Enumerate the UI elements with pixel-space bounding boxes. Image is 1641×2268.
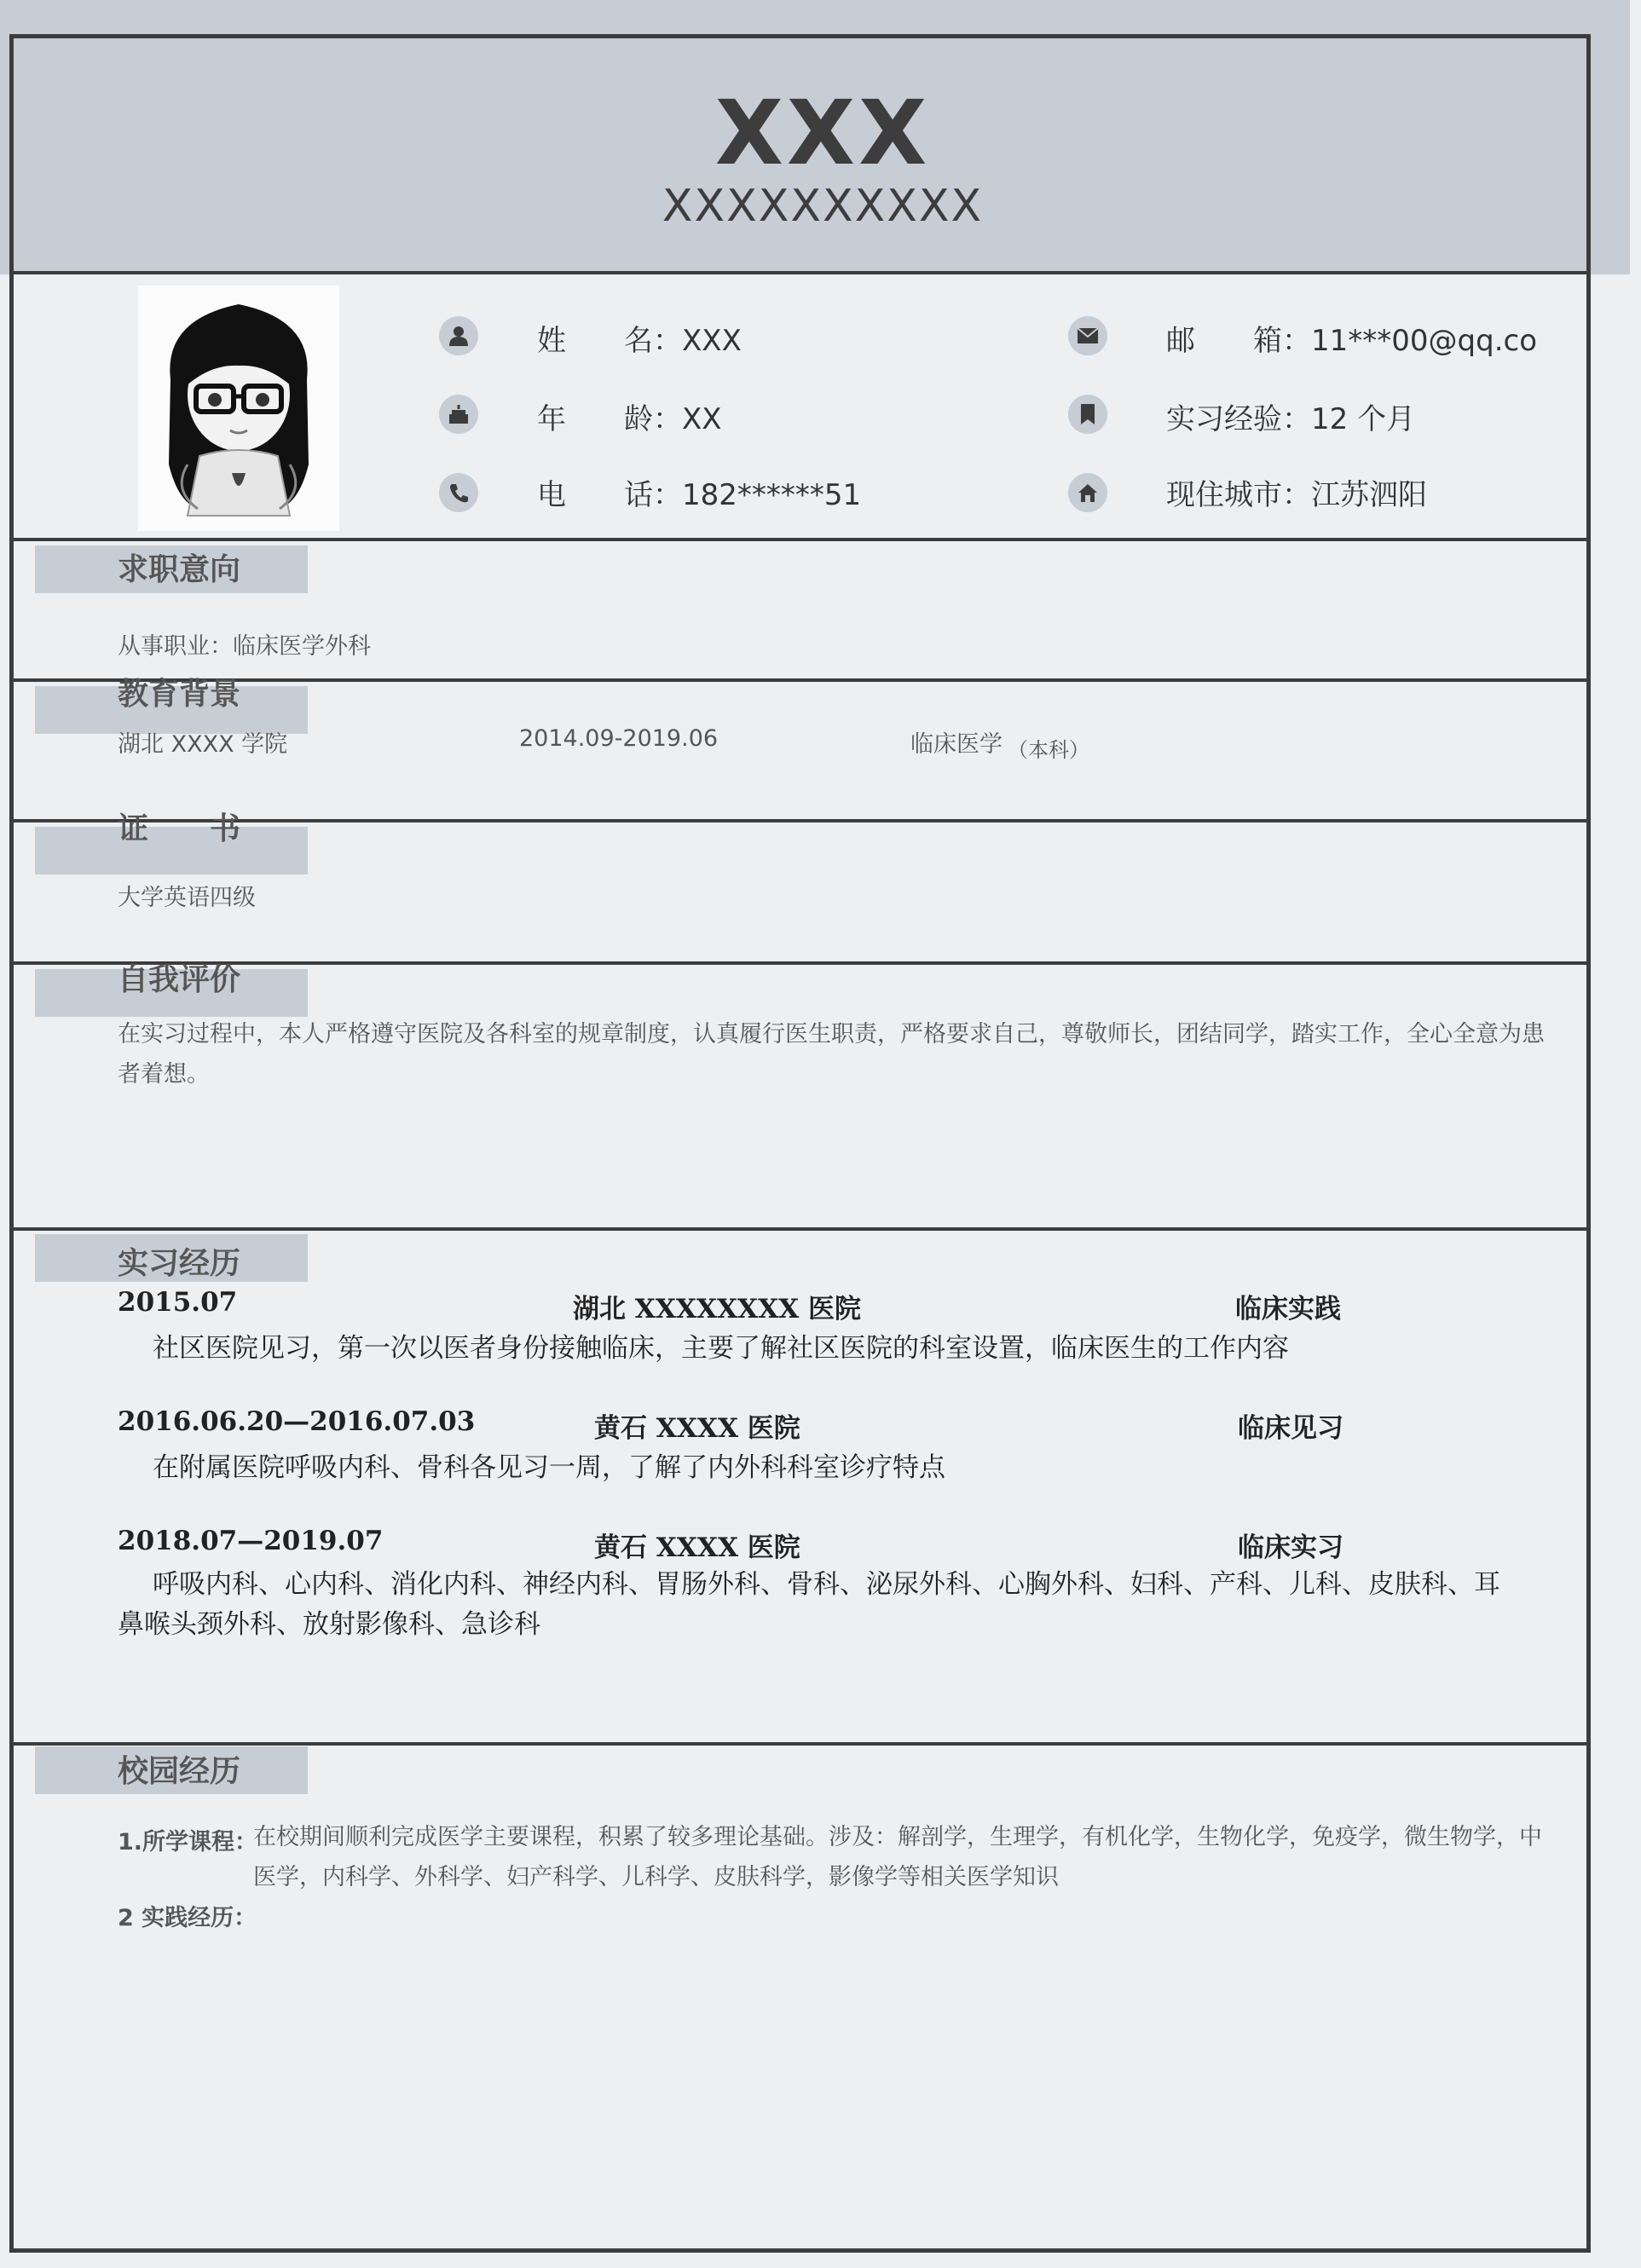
phone-icon: [439, 473, 478, 512]
email-field: [1166, 317, 1537, 359]
page-subtitle: XXXXXXXXXX: [662, 181, 984, 232]
section-title-certificate: 证 书: [118, 811, 241, 846]
section-title-self-eval: 自我评价: [118, 962, 241, 997]
campus-course-label: 1.所学课程：: [118, 1829, 258, 1855]
education-period: 2014.09-2019.06: [519, 725, 719, 752]
name-field: [537, 317, 742, 359]
avatar: [138, 286, 339, 531]
email-label: 邮 箱：: [1166, 324, 1311, 358]
internship-1-place: 湖北 XXXXXXXX 医院: [573, 1294, 862, 1324]
internship-3-type: 临床实习: [1238, 1532, 1343, 1563]
city-label: 现住城市：: [1166, 478, 1311, 512]
age-field: [537, 395, 722, 437]
internship-2-type: 临床见习: [1238, 1413, 1343, 1444]
internship-3-desc: 呼吸内科、心内科、消化内科、神经内科、胃肠外科、骨科、泌尿外科、心胸外科、妇科、产科、儿科、皮肤科、耳鼻喉头颈外科、放射影像科、急诊科: [118, 1569, 1500, 1640]
internship-1-desc: 社区医院见习，第一次以医者身份接触临床，主要了解社区医院的科室设置，临床医生的工作内容: [153, 1333, 1289, 1364]
city-field: [1166, 471, 1427, 513]
user-icon: [439, 316, 478, 355]
objective-text: 从事职业：临床医学外科: [118, 633, 371, 660]
internship-1-date: 2015.07: [118, 1287, 238, 1318]
education-degree: （本科）: [1008, 738, 1089, 762]
phone-field: [537, 471, 861, 513]
divider-education: [9, 819, 1591, 822]
name-label: 姓 名：: [537, 324, 682, 358]
bookmark-icon: [1068, 395, 1107, 434]
divider-objective: [9, 678, 1591, 682]
section-title-objective: 求职意向: [118, 552, 241, 587]
divider-internship: [9, 1742, 1591, 1746]
intern-value: 12 个月: [1311, 402, 1416, 436]
campus-course-text: 在校期间顺利完成医学主要课程，积累了较多理论基础。涉及：解剖学，生理学，有机化学，生物化学，免疫学，微生物学，中医学，内科学、外科学、妇产科学、儿科学、皮肤科学，影像学等相关医学知识: [253, 1824, 1542, 1890]
section-title-education: 教育背景: [118, 677, 241, 712]
cake-icon: [439, 395, 478, 434]
divider-info: [9, 538, 1591, 541]
internship-2-place: 黄石 XXXX 医院: [594, 1413, 800, 1444]
intern-label: 实习经验：: [1166, 402, 1311, 436]
intern-field: [1166, 395, 1415, 437]
divider-header: [9, 271, 1591, 274]
education-major-name: 临床医学: [910, 731, 1003, 758]
page-title: XXX: [714, 81, 931, 185]
internship-3-place: 黄石 XXXX 医院: [594, 1532, 800, 1563]
city-value: 江苏泗阳: [1311, 478, 1427, 512]
avatar-illustration: [138, 286, 339, 531]
self-eval-text: 在实习过程中，本人严格遵守医院及各科室的规章制度，认真履行医生职责，严格要求自己，尊敬师长，团结同学，踏实工作，全心全意为患者着想。: [118, 1021, 1545, 1088]
phone-value: 182******51: [682, 478, 862, 512]
section-title-internship: 实习经历: [118, 1246, 241, 1281]
divider-self-eval: [9, 1227, 1591, 1231]
campus-practice-label: 2 实践经历：: [118, 1905, 257, 1931]
divider-certificate: [9, 961, 1591, 965]
mail-icon: [1068, 316, 1107, 355]
email-value: 11***00@qq.co: [1311, 324, 1537, 358]
age-value: XX: [682, 402, 722, 436]
internship-1-type: 临床实践: [1235, 1294, 1341, 1324]
home-icon: [1068, 473, 1107, 512]
education-school: 湖北 XXXX 学院: [118, 731, 288, 758]
section-title-campus: 校园经历: [118, 1754, 241, 1789]
internship-2-desc: 在附属医院呼吸内科、骨科各见习一周，了解了内外科科室诊疗特点: [153, 1452, 945, 1483]
age-label: 年 龄：: [537, 402, 682, 436]
phone-label: 电 话：: [537, 478, 682, 512]
internship-2-date: 2016.06.20—2016.07.03: [118, 1406, 476, 1437]
certificate-text: 大学英语四级: [118, 885, 256, 911]
education-major: [910, 725, 1089, 762]
name-value: XXX: [682, 324, 742, 358]
internship-3-date: 2018.07—2019.07: [118, 1526, 384, 1556]
